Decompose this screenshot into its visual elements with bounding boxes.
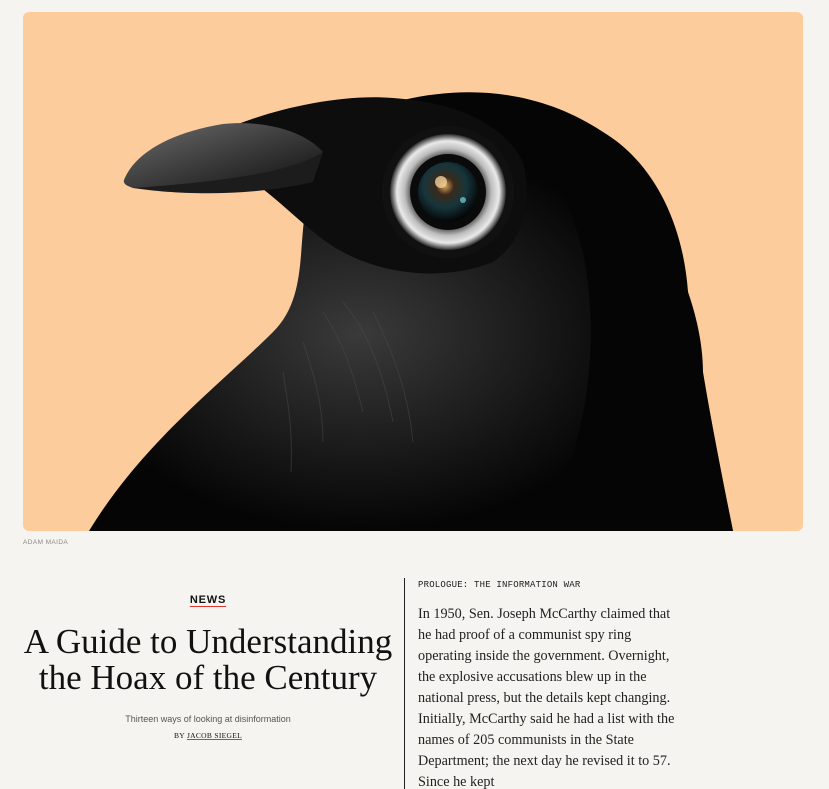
hero-image — [23, 12, 803, 531]
photo-credit: ADAM MAIDA — [23, 539, 69, 546]
column-divider — [404, 578, 405, 789]
body-paragraph: In 1950, Sen. Joseph McCarthy claimed that he had proof of a communist spy ring operating inside the government. Overnight, the explosive accusations blew up in the national press, but the details kept changing. Initially, McCarthy said he had a list with the names of 205 communists in the State Department; the next day he revised it to 57. Since he kept — [418, 606, 675, 789]
section-tag-link[interactable]: NEWS — [189, 594, 227, 606]
camera-lens-eye — [382, 126, 514, 258]
headline: A Guide to Understanding the Hoax of the Century — [23, 622, 393, 697]
article-body — [418, 580, 680, 789]
section-heading: PROLOGUE: THE INFORMATION WAR — [418, 580, 581, 590]
subheadline: Thirteen ways of looking at disinformation — [125, 714, 291, 724]
crow-illustration — [23, 12, 803, 531]
byline-prefix: BY — [174, 731, 185, 740]
byline — [23, 731, 393, 740]
article-header — [23, 590, 393, 740]
author-link[interactable]: JACOB SIEGEL — [186, 731, 242, 740]
